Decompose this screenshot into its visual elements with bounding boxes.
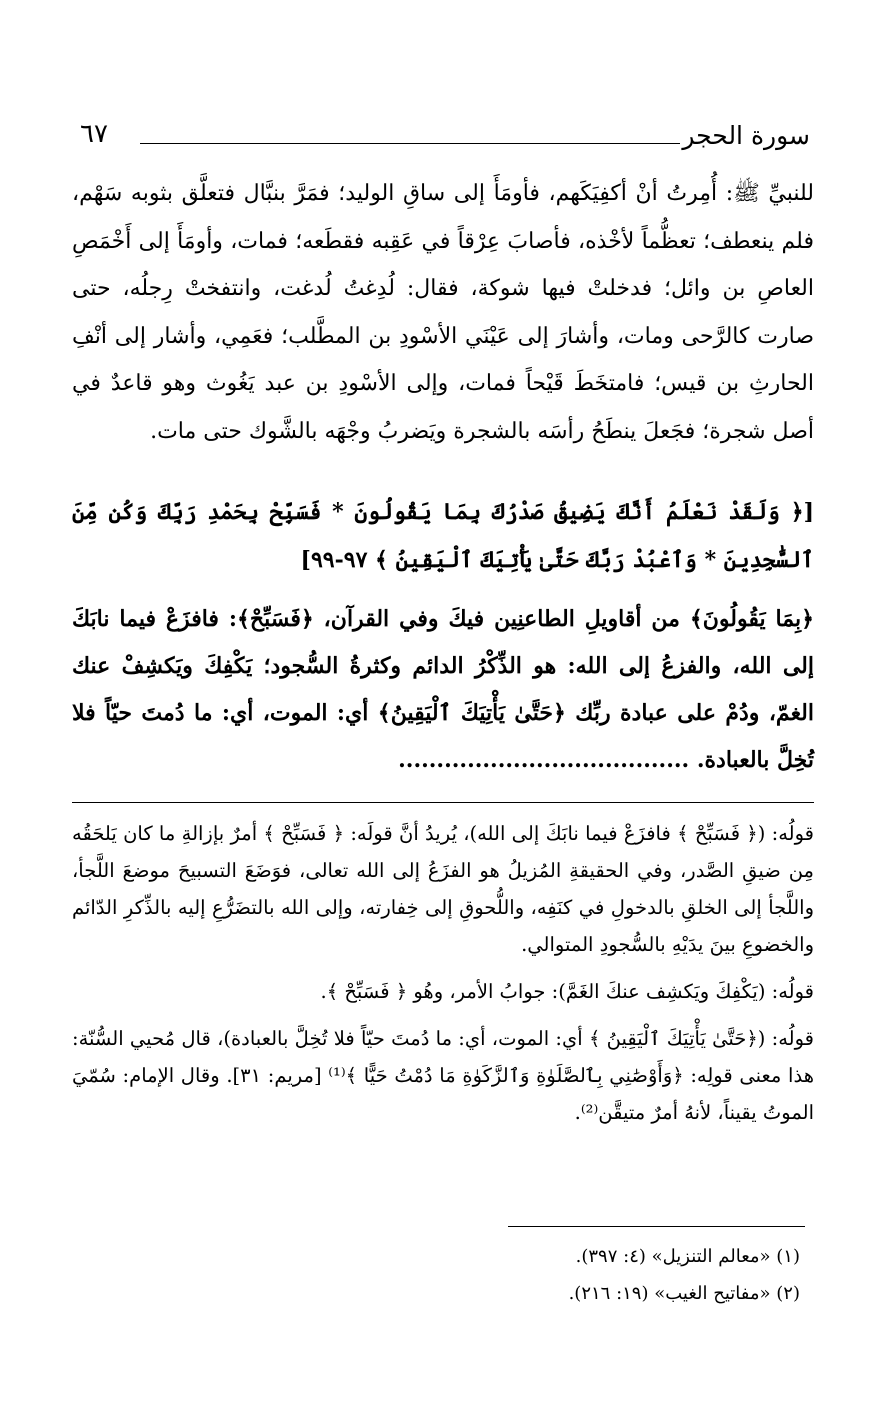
footnote-item: (١) «معالم التنزيل» (٤: ٣٩٧). <box>575 1246 800 1267</box>
commentary-separator <box>72 802 814 803</box>
commentary-paragraph: قولُه: (﴿ فَسَبِّحْ ﴾ فافزَعْ فيما نابَكَ إلى الله)، يُريدُ أنَّ قولَه: ﴿ فَسَبِّحْ ﴾ أمرٌ بإزالةِ ما كان يَلحَقُه مِن ضيقِ الصَّدر، وفي الحقيقةِ المُزيلُ هو الفزَعُ إلى الله تعالى، فوَضَعَ التسبيحَ موضعَ اللَّجأ، واللَّجأ إلى الخلقِ بالدخولِ في كنَفِه، واللُّحوقِ إلى خِفارته، وإلى الله بالتضَرُّعِ إليه بالذِّكرِ الدّائم والخضوعِ بينَ يدَيْهِ بالسُّجودِ المتوالي. <box>72 822 814 956</box>
commentary-paragraph: قولُه: (﴿حَتَّىٰ يَأْتِيَكَ ٱلْيَقِينُ ﴾ أي: الموت، أي: ما دُمتَ حيّاً فلا تُخِلَّ بالعبادة)، قال مُحيي السُّنّة: هذا معنى قولِه: ﴿وَأَوْصَٰنِي بِٱلصَّلَوٰةِ وَٱلزَّكَوٰةِ مَا دُمْتُ حَيًّا ﴾⁽¹⁾ [مريم: ٣١]. وقال الإمام: سُمّيَ الموتُ يقيناً، لأنهُ أمرٌ متيقَّن⁽²⁾. <box>72 1027 814 1124</box>
footnote-rule <box>508 1226 805 1227</box>
footnotes <box>72 1238 814 1312</box>
footnote-item: (٢) «مفاتيح الغيب» (١٩: ٢١٦). <box>568 1283 800 1304</box>
tafsir-continuation-dots: ...................................... <box>398 747 690 773</box>
page-header <box>80 118 810 158</box>
page-number: ٦٧ <box>80 119 108 149</box>
main-paragraph: للنبيِّ ﷺ: أُمِرتُ أنْ أكفِيَكَهم، فأومَأَ إلى ساقِ الوليد؛ فمَرَّ بنبَّال فتعلَّق بثوبه سَهْم، فلم ينعطف؛ تعظُّماً لأخْذه، فأصابَ عِرْقاً في عَقِبه فقطَعه؛ فمات، وأومَأَ إلى أَخْمَصِ العاصِ بن وائل؛ فدخلتْ فيها شوكة، فقال: لُدِغتُ لُدغت، وانتفختْ رِجلُه، حتى صارت كالرَّحى ومات، وأشارَ إلى عَيْنَي الأسْودِ بن المطَّلب؛ فعَمِي، وأشار إلى أنْفِ الحارثِ بن قيس؛ فامتخَطَ قَيْحاً فمات، وإلى الأسْودِ بن عبد يَغُوث وهو قاعدٌ في أصل شجرة؛ فجَعلَ ينطَحُ رأسَه بالشجرة ويَضربُ وجْهَه بالشَّوك حتى مات. <box>72 181 814 444</box>
tafsir-paragraph <box>72 596 814 784</box>
surah-title: سورة الحجر <box>682 121 810 150</box>
tafsir-text: ﴿بِمَا يَقُولُونَ﴾ من أقاويلِ الطاعنِين فيكَ وفي القرآن، ﴿فَسَبِّحْ﴾: فافزَعْ فيما نابَكَ إلى الله، والفزعُ إلى الله: هو الذِّكْرُ الدائم وكثرةُ السُّجود؛ يَكْفِكَ ويَكشِفْ عنك الغمّ، ودُمْ على عبادة ربِّك ﴿حَتَّىٰ يَأْتِيَكَ ٱلْيَقِينُ﴾ أي: الموت، أي: ما دُمتَ حيّاً فلا تُخِلَّ بالعبادة. <box>72 606 814 773</box>
commentary-paragraph: قولُه: (يَكْفِكَ ويَكشِف عنكَ الغَمَّ): جوابُ الأمر، وهُو ﴿ فَسَبِّحْ ﴾. <box>320 980 814 1003</box>
quran-verse: [﴿ وَلَقَدْ نَعْلَمُ أَنَّكَ يَضِيقُ صَدْرُكَ بِمَا يَقُولُونَ * فَسَبِّحْ بِحَمْدِ رَبِّكَ وَكُن مِّنَ ٱلسَّٰجِدِينَ * وَٱعْبُدْ رَبَّكَ حَتَّىٰ يَأْتِيَكَ ٱلْيَقِينُ ﴾ ٩٧-٩٩] <box>72 499 814 573</box>
header-rule <box>140 143 680 144</box>
commentary-section <box>72 815 814 1141</box>
